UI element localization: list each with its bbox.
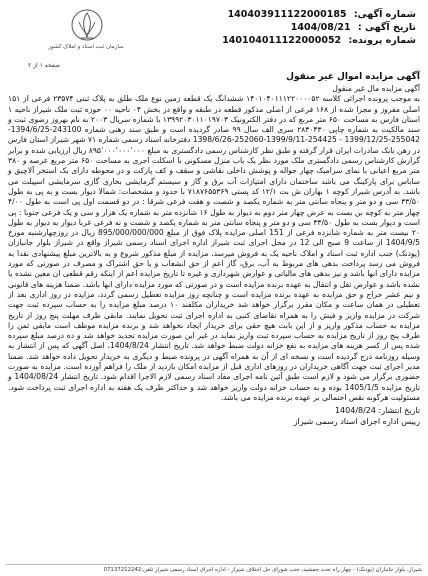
case-number-label: شماره پرونده:	[348, 35, 416, 46]
footer-address: شیراز، بلوار جانبازان (پودنک) - چهار راه تحت جمشید، جنب شورای حل اختلاف شیراز - اداره اجرای اسناد رسمی شیراز تلفن:07137212242	[6, 564, 422, 573]
publication-date-label: تاریخ انتشار:	[378, 406, 420, 416]
publication-date: 1404/8/24	[334, 406, 376, 416]
document-header	[6, 4, 422, 72]
ad-number-label: شماره آگهی:	[353, 9, 416, 20]
ad-metadata	[222, 8, 416, 47]
case-number: 140104011122000052	[222, 35, 342, 46]
closing-block	[6, 405, 420, 427]
document-title: آگهی مزایده اموال غیر منقول	[286, 72, 420, 82]
document-body	[8, 84, 420, 403]
ad-date-label: تاریخ آگهی :	[357, 22, 416, 33]
emblem-caption: سازمان ثبت اسناد و املاک کشور	[48, 44, 124, 50]
ad-number: 140403911122000185	[227, 9, 347, 20]
publication-date-row	[6, 405, 420, 416]
ad-date-row	[222, 21, 416, 34]
ad-number-row	[222, 8, 416, 21]
body-paragraph-1: به موجب پرونده اجرائی کلاسه ۱۴۰۱۰۴۰۱۱۱۲۲۰۰۰۰۵۲ ششدانگ یک قطعه زمین نوع ملک طلق به پلاک ثبتی ۲۳۵۷۴ فرعی از ۱۵۱ اصلی مفروز و مجزا شده از ۱۶۸ فرعی از اصلی مذکور قطعه در طبقه و واقع در بخش ۰۴ ناحیه ۰۰ حوزه ثبت ملک شیراز ناحیه ۱ استان فارس به مساحت ۶۵۰ متر مربع که در دفتر الکترونیک ۱۳۹۹۲۰۳۰۱۱۰۱۹۷۰۳ با شماره سریال ۲۰۰۳ به نام بهروز رضوی ثبت و سند مالکیت به شماره چاپی ۲۸۳۰۴۳۰ سری الف سال ۹۹ صادر گردیده است و طبق سند رهنی شماره 243100-1394/6/25-255042-1399/12/25 - 254425-1399/9/11-252060-1398/6/26 دفترخانه اسناد رسمی شماره ۷۱ شهر شیراز استان فارس در رهن بانک صادرات ایران قرار گرفته و طبق نظر کارشناس رسمی دادگستری به مبلغ ۸۹۵٬۰۰۰٬۰۰۰٬۰۰۰ ریال ارزیابی شده و برابر گزارش کارشناس رسمی دادگستری ملک مورد نظر یک باب منزل مسکونی با اسکلت اجری به مساحت ۶۵۰ متر مربع عرصه و ۳۸۰ متر مربع اعیانی با نمای سرامیک چهار جواله و پوشش داخلی نقاشی و سقف و کف پارکت و در محوطه دارای یک استخر آلاچیق و ساباس برای پارکینگ می باشد ساختمان دارای امتیازات آب برق و گاز و سیستم گرمایشی بخاری گازی سرمایشی اسپیلت می باشد. به آدرس شیراز کوچه ۱ بهاران ش بت ۱۲/۱ کد پستی ۷۱۸۷۶۵۵۳۶۹ با حدود و مشخصات: شمالا دیوار بست و به پی به طول ۳۳/۵۰ سی و دو متر و پنجاه سانتی متر به شماره یکصد و شصت و هفت فرعی شرقا : در دو قسمت اول پی است به طول ۴/۰۰ چهار متر به کوچه بن بست به عرض چهار متر دوم به دیوار به طول ۱۶ شانزده متر به شماره یک هزار و سی و یک فرعی جنوبا : پی است و دیوار بست به طول ۳۳/۵۰ سی و دو متر و پنجاه سانتی متر به شماره یکصد و شصت و نه فرعی غربا دیوار به دیوار به طول ۲۰ بیست متر به شماره شانزده فرعی از 151 اصلی مزایده پلاک فوق از مبلغ 895/000/000/000 ریال در روزچهارشنبه مورخ 1404/9/5 از ساعت 9 صبح الی 12 در محل اجرای ثبت شیراز اداره اجرای اسناد رسمی شیراز واقع در شیراز بلوار جانبازان (پودنک) جنب اداره ثبت اسناد و املاک ناحیه یک به فروش میرسد، مزایده از مبلغ مذکور شروع و به بالاترین مبلغ پیشنهادی نقدا به فروش می رسد پرداخت بدهی های مربوط به آب، برق، گاز اعم از حق انشعاب و یا حق اشتراک و مصرف در صورتی که مورد مزایده دارای انها باشد و نیز بدهی های مالیاتی و عوارض شهرداری و غیره تا تاریخ مزایده اعم از اینکه رقم قطعی ان معین نشده یا نشده باشد و عوارض نقل و انتقال به عهده برنده مزایده است و در صورتی که مورد مزایده دارای انها باشد. ضمنا هزینه های قانونی و نیم عشر حراج و حق مزایده به عهده برنده مزایده است و چنانچه روز مزایده تعطیل رسمی گردد، مزایده در روز اداری بعد از تعطیلی در همان ساعت و مکان مقرر برگزار خواهد شد خریداران مکلفند ۱۰ درصد مبلغ مزایده را به حساب سپرده ثبت جهت شرکت در مزایده واریز و فیش را به همراه تقاضای کتبی به اداره اجرای ثبت تحویل نمایند. مابقی ظرف مهلت پنج روز از تاریخ مزایده به حساب مذکور واریز و از این بابت هیچ حقی برای خریدار ایجاد نخواهد شد و برنده مزایده موظف است مابقی ثمن را ظرف پنج روز از تاریخ مزایده به حساب سپرده ثبت واریز نماید در غیر این صورت مزایده تجدید خواهد شد و ده درصد مبلغ سپرده شده پس از کسر هزینه های مزایده به نفع خزانه دولت ضبط خواهد شد. تاریخ انتشار 1404/8/24، اصل آگهی که پس از انتشار به وسیله روزنامه درج گردیده است و نسخه ای از آن به همراه آگهی در پرونده ضبط و دیگری به خریدار تحویل داده خواهد شد. ضمنا مدیر اجرای ثبت جهت آگاهی خریداران در روزهای اداری قبل از مزایده امکان بازدید از ملک را فراهم آورده است. مزایده به صورت حضوری برگزار می شود و لازم است طبق آئین نامه اجرای مفاد اسناد رسمی لازم الاجرا اقدام شود. تاریخ انتشار 1404/08/24 و تاریخ مزایده 1405/1/5 بوده و به حساب خزانه دولت واریز خواهد شد و حداکثر ظرف یک هفته به اداره اجرای ثبت پرداخت شود. مسئولیت هرگونه نقص احتمالی بر عهده برنده مزایده می باشد.	[8, 94, 421, 402]
organization-emblem-icon	[70, 8, 104, 42]
case-number-row	[222, 34, 416, 47]
body-paragraph-0: آگهی مزایده مال غیر منقول	[332, 84, 420, 93]
signature-line: رییس اداره اجرای اسناد رسمی شیراز	[293, 417, 420, 427]
page-indicator: صفحه ۱ از ۲	[28, 62, 60, 69]
ad-date: 1404/08/21	[290, 22, 351, 33]
